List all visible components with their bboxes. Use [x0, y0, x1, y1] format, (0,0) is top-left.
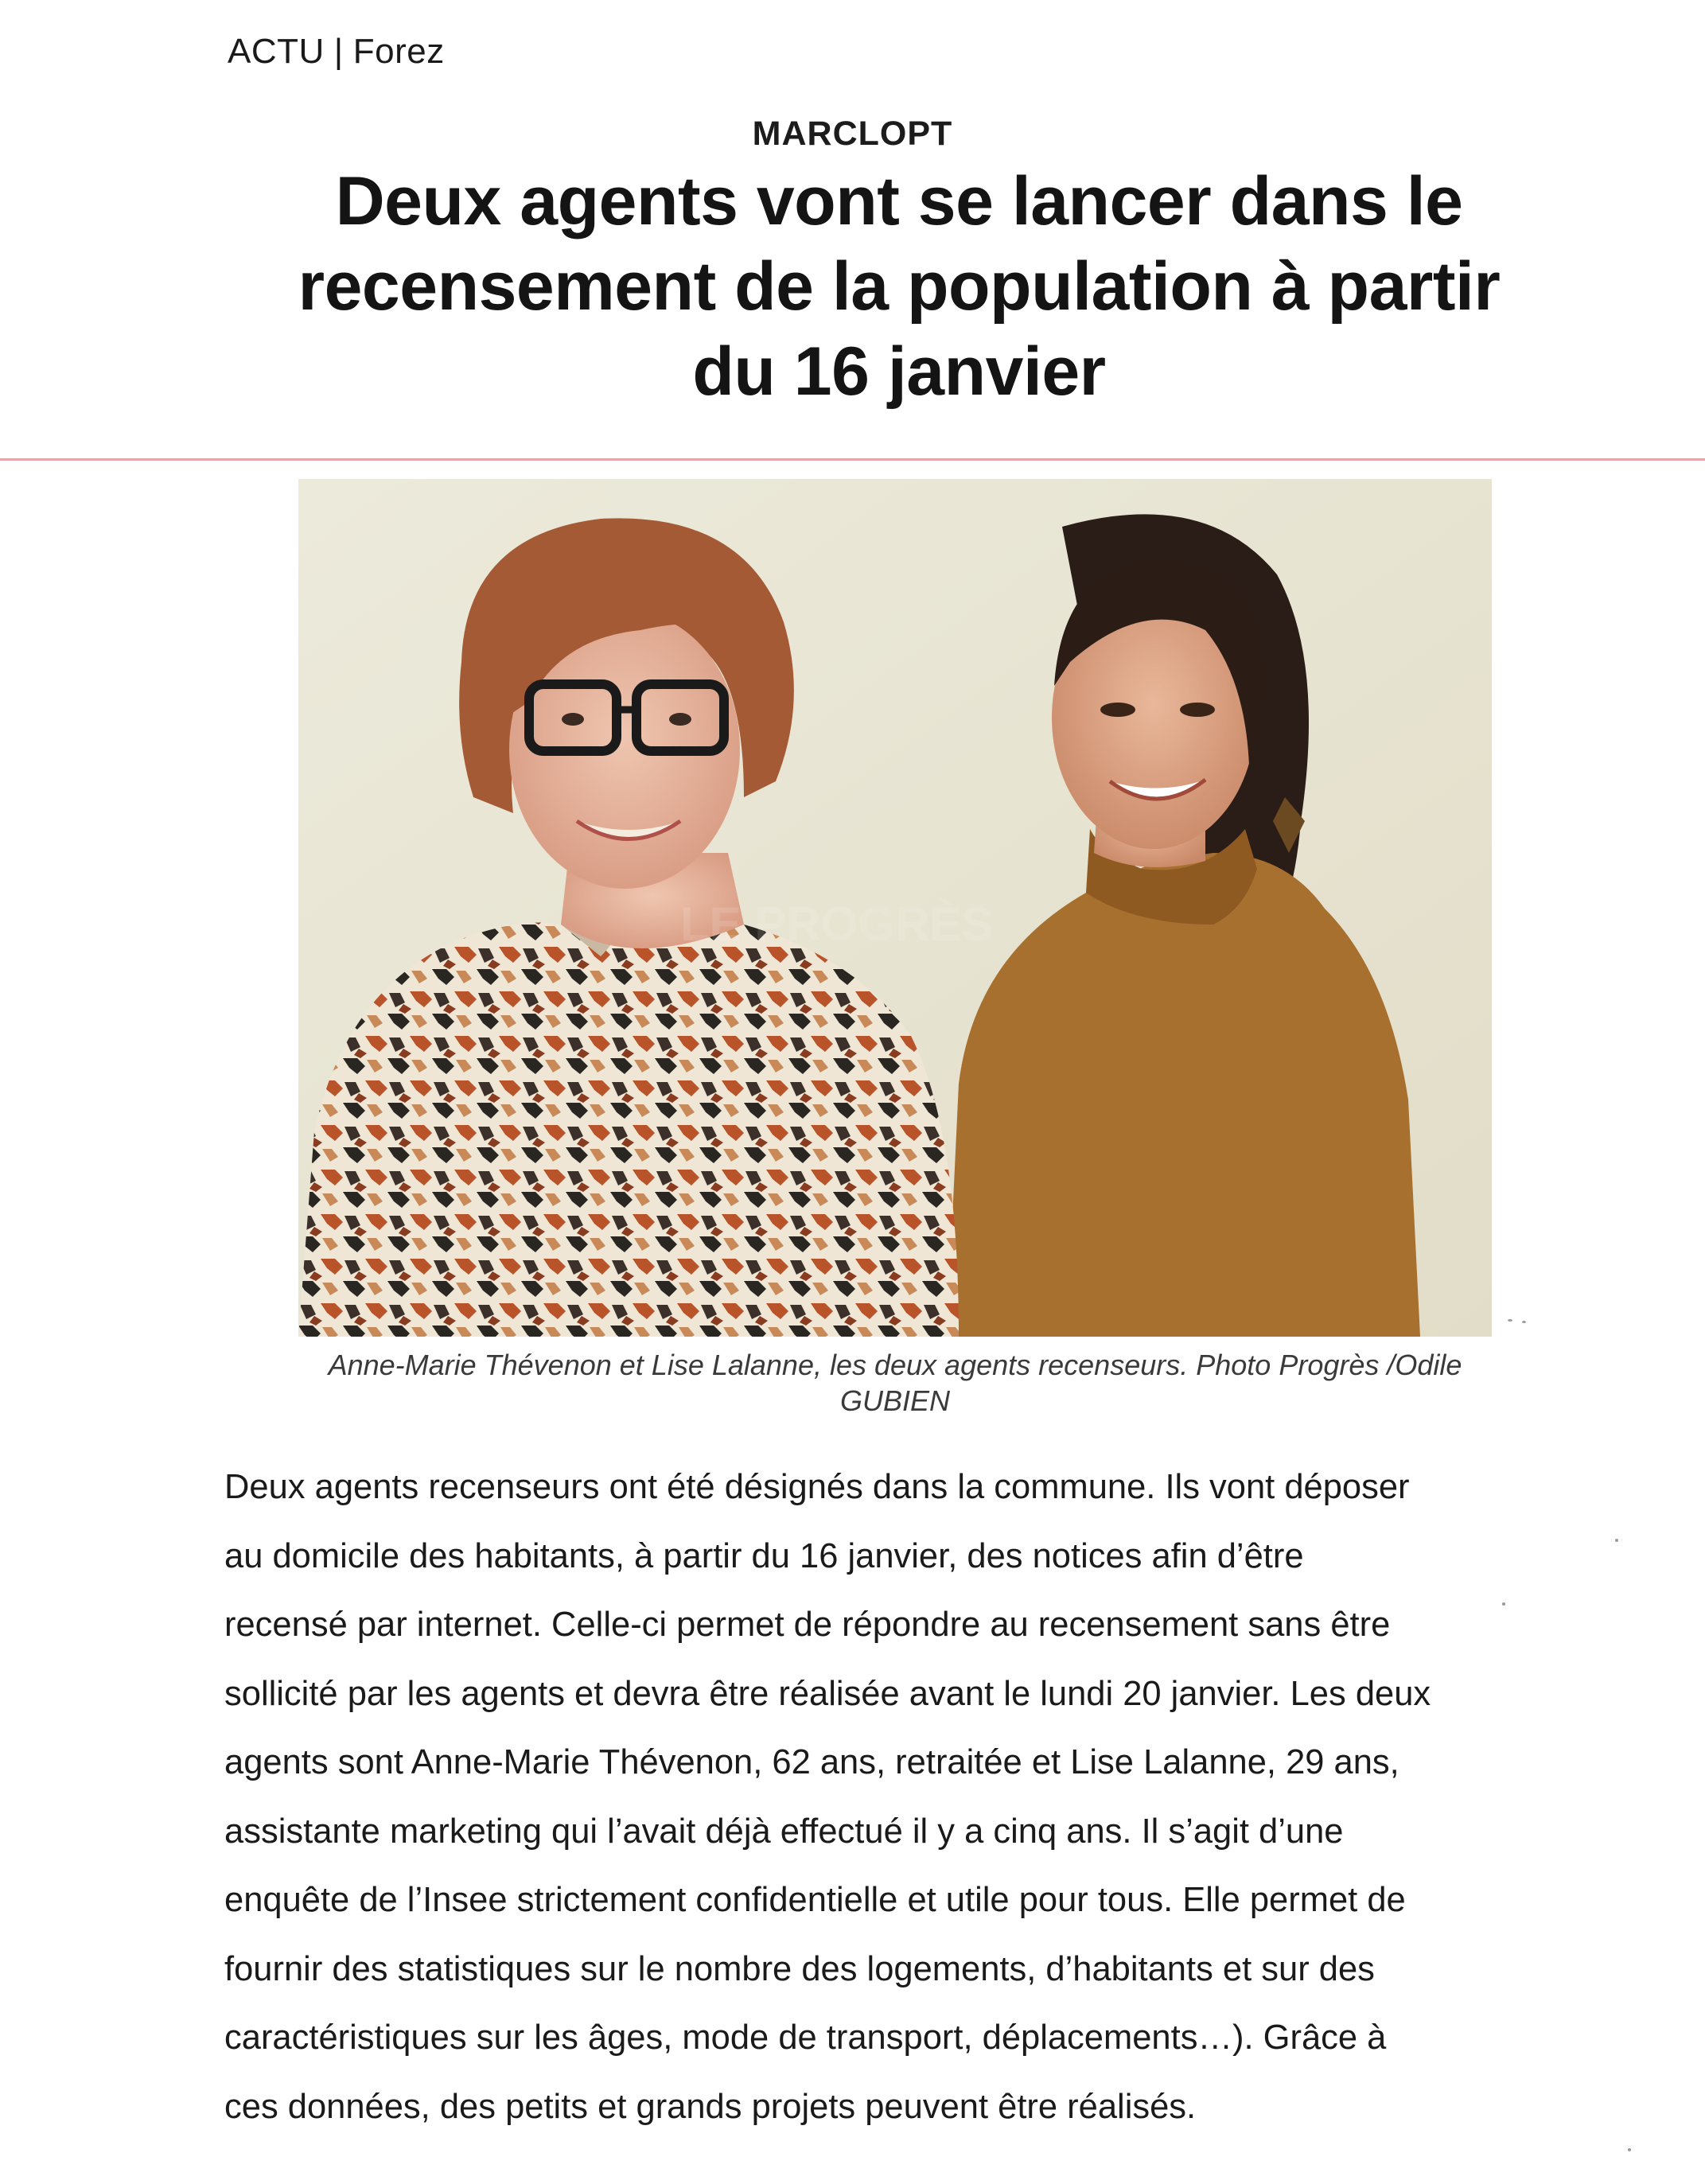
breadcrumb-separator: |	[333, 32, 344, 71]
article-body	[224, 1453, 1593, 2141]
scan-speck	[1502, 1602, 1505, 1606]
headline-line: Deux agents vont se lancer dans le	[335, 163, 1463, 239]
body-line: agents sont Anne-Marie Thévenon, 62 ans, retraitée et Lise Lalanne, 29 ans,	[224, 1743, 1399, 1781]
article-headline	[215, 159, 1583, 415]
scan-speck	[1628, 2148, 1631, 2151]
caption-line: Anne-Marie Thévenon et Lise Lalanne, les deux agents recenseurs. Photo Progrès /Odile	[328, 1349, 1462, 1381]
body-line: ces données, des petits et grands projets peuvent être réalisés.	[224, 2087, 1197, 2126]
body-line: enquête de l’Insee strictement confidentielle et utile pour tous. Elle permet de	[224, 1881, 1406, 1919]
photo-watermark: LE PROGRÈS	[680, 897, 994, 951]
body-line: Deux agents recenseurs ont été désignés dans la commune. Ils vont déposer	[224, 1468, 1410, 1506]
body-line: recensé par internet. Celle-ci permet de répondre au recensement sans être	[224, 1606, 1391, 1644]
scan-speck	[1615, 1539, 1618, 1542]
photo-caption	[271, 1347, 1520, 1419]
article-kicker: MARCLOPT	[752, 115, 953, 153]
headline-line: recensement de la population à partir	[298, 248, 1501, 325]
caption-line: GUBIEN	[839, 1384, 951, 1417]
scan-speck	[1508, 1319, 1512, 1322]
scan-speck	[1522, 1321, 1526, 1323]
body-line: au domicile des habitants, à partir du 16 janvier, des notices afin d’être	[224, 1536, 1304, 1575]
subsection-name: Forez	[352, 32, 445, 71]
body-line: assistante marketing qui l’avait déjà effectué il y a cinq ans. Il s’agit d’une	[224, 1812, 1344, 1851]
body-line: fournir des statistiques sur le nombre des logements, d’habitants et sur des	[224, 1949, 1375, 1988]
section-breadcrumb	[228, 32, 445, 72]
section-name: ACTU	[228, 32, 325, 71]
article-photo	[298, 479, 1492, 1337]
body-line: sollicité par les agents et devra être réalisée avant le lundi 20 janvier. Les deux	[224, 1674, 1431, 1713]
header-divider	[0, 458, 1705, 461]
headline-line: du 16 janvier	[692, 333, 1106, 410]
body-line: caractéristiques sur les âges, mode de transport, déplacements…). Grâce à	[224, 2019, 1387, 2057]
